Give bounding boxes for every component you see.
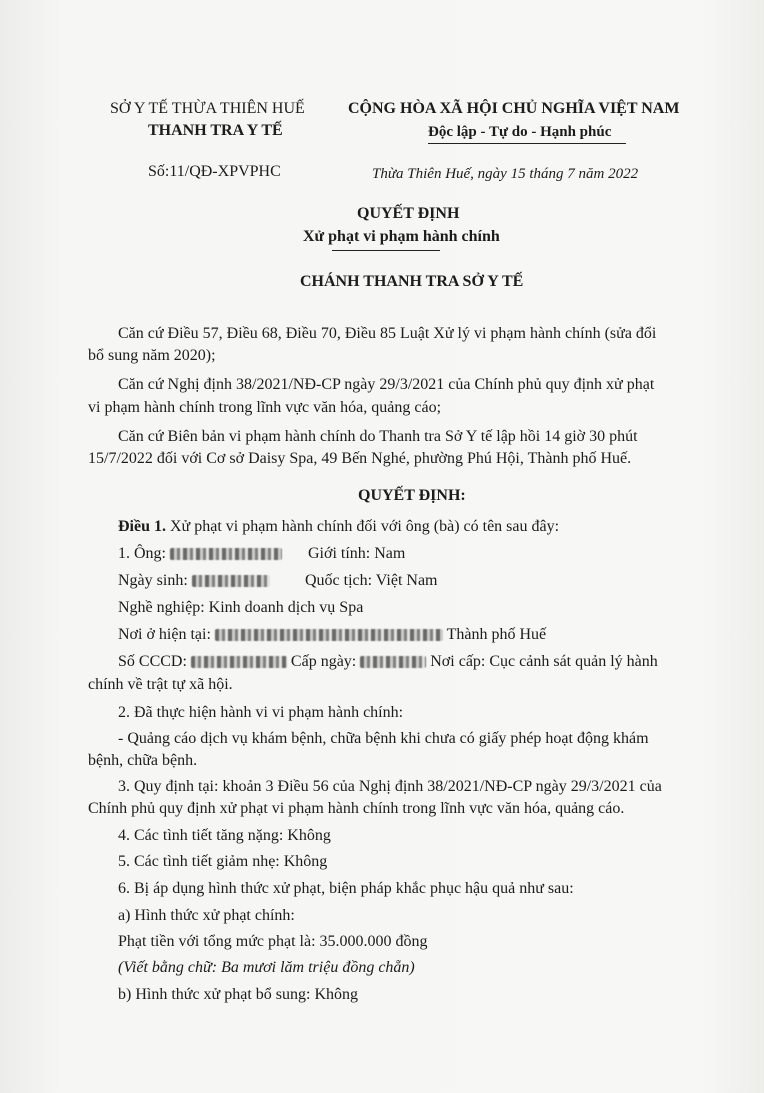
article-1-label: Điều 1. [118, 518, 166, 535]
motto-underline [428, 143, 626, 144]
preamble-line: Căn cứ Điều 57, Điều 68, Điều 70, Điều 85 Luật Xử lý vi phạm hành chính (sửa đổi [118, 325, 657, 342]
fine-in-words: (Viết bằng chữ: Ba mươi lăm triệu đồng chẵn) [118, 959, 415, 976]
decision-subject: Xử phạt vi phạm hành chính [303, 228, 500, 245]
extra-penalty: b) Hình thức xử phạt bổ sung: Không [118, 986, 358, 1003]
fine-amount: Phạt tiền với tổng mức phạt là: 35.000.000 đồng [118, 933, 428, 950]
preamble-line: 15/7/2022 đối với Cơ sở Daisy Spa, 49 Bến Nghé, phường Phú Hội, Thành phố Huế. [88, 450, 632, 467]
address-label: Nơi ở hiện tại: [118, 626, 211, 643]
date-line: Thừa Thiên Huế, ngày 15 tháng 7 năm 2022 [372, 166, 639, 182]
dob-line [118, 572, 270, 590]
violation-intro: 2. Đã thực hiện hành vi vi phạm hành chính: [118, 704, 404, 721]
redacted-address [215, 629, 443, 641]
name-label: 1. Ông: [118, 545, 166, 562]
document-number: Số:11/QĐ-XPVPHC [148, 163, 281, 180]
issuing-organization: SỞ Y TẾ THỪA THIÊN HUẾ [110, 100, 305, 117]
mitigating-circumstances: 5. Các tình tiết giảm nhẹ: Không [118, 853, 328, 870]
preamble-line: Căn cứ Nghị định 38/2021/NĐ-CP ngày 29/3/2021 của Chính phủ quy định xử phạt [118, 376, 655, 393]
preamble-line: vi phạm hành chính trong lĩnh vực văn hóa, quảng cáo; [88, 399, 442, 416]
national-title: CỘNG HÒA XÃ HỘI CHỦ NGHĨA VIỆT NAM [348, 100, 680, 117]
decision-title: QUYẾT ĐỊNH [357, 205, 460, 222]
penalty-intro: 6. Bị áp dụng hình thức xử phạt, biện pháp khắc phục hậu quả như sau: [118, 880, 574, 897]
decision-heading: QUYẾT ĐỊNH: [358, 487, 466, 504]
nationality: Quốc tịch: Việt Nam [305, 572, 438, 589]
regulation-line: Chính phủ quy định xử phạt vi phạm hành chính trong lĩnh vực văn hóa, quảng cáo. [88, 800, 625, 817]
issued-place: Nơi cấp: Cục cảnh sát quản lý hành [430, 653, 658, 670]
national-motto: Độc lập - Tự do - Hạnh phúc [428, 124, 612, 140]
article-1-text: Xử phạt vi phạm hành chính đối với ông (bà) có tên sau đây: [166, 518, 560, 535]
article-1-intro [118, 518, 559, 536]
authority-title: CHÁNH THANH TRA SỞ Y TẾ [300, 273, 524, 290]
person-name-line [118, 545, 282, 563]
id-label: Số CCCD: [118, 653, 187, 670]
address-line [118, 626, 546, 644]
subject-underline [332, 250, 440, 251]
violation-line: - Quảng cáo dịch vụ khám bệnh, chữa bệnh khi chưa có giấy phép hoạt động khám [118, 730, 649, 747]
preamble-line: Căn cứ Biên bản vi phạm hành chính do Thanh tra Sở Y tế lập hồi 14 giờ 30 phút [118, 428, 638, 445]
preamble-line: bổ sung năm 2020); [88, 347, 216, 364]
issued-date-label: Cấp ngày: [290, 653, 357, 670]
redacted-name [170, 548, 282, 560]
redacted-issued-date [360, 656, 426, 668]
address-city: Thành phố Huế [446, 626, 547, 643]
id-line [118, 653, 658, 671]
issuing-department: THANH TRA Y TẾ [148, 122, 283, 139]
occupation: Nghề nghiệp: Kinh doanh dịch vụ Spa [118, 599, 364, 616]
gender: Giới tính: Nam [308, 545, 406, 562]
redacted-id [191, 656, 287, 668]
regulation-line: 3. Quy định tại: khoản 3 Điều 56 của Nghị định 38/2021/NĐ-CP ngày 29/3/2021 của [118, 778, 662, 795]
dob-label: Ngày sinh: [118, 572, 188, 589]
aggravating-circumstances: 4. Các tình tiết tăng nặng: Không [118, 827, 331, 844]
issued-place-cont: chính về trật tự xã hội. [88, 676, 233, 693]
main-penalty: a) Hình thức xử phạt chính: [118, 907, 295, 924]
redacted-dob [192, 575, 270, 587]
violation-line: bệnh, chữa bệnh. [88, 752, 198, 769]
